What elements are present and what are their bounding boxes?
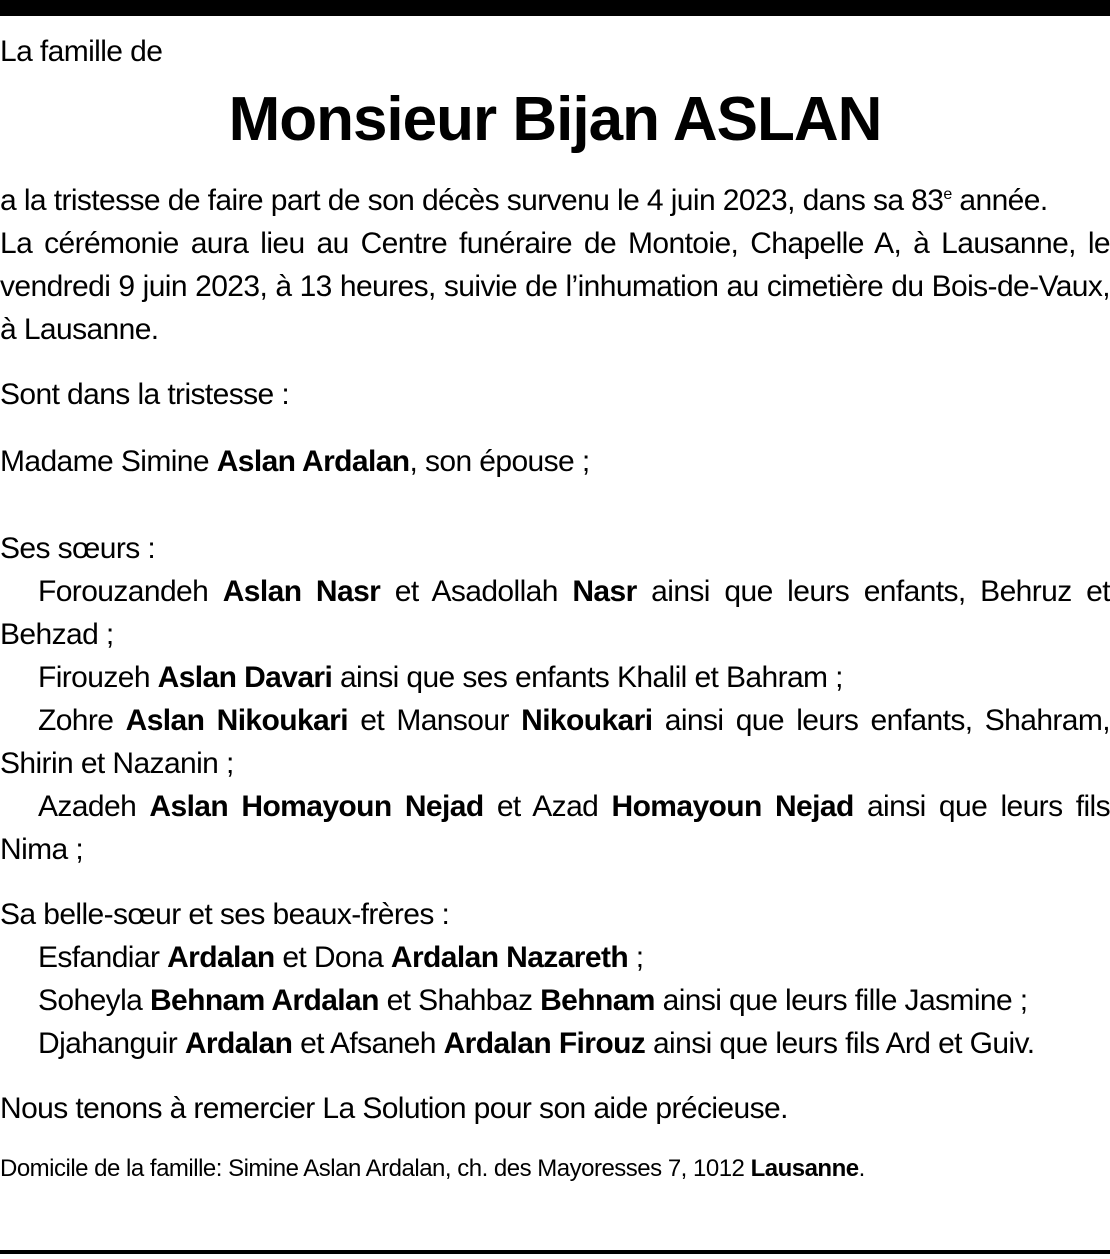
deceased-name: Monsieur Bijan ASLAN [228,85,882,154]
thanks-line: Nous tenons à remercier La Solution pour son aide précieuse. [0,1092,788,1125]
in-law-entry: Soheyla Behnam Ardalan et Shahbaz Behnam ainsi que leurs fille Jasmine ; [38,984,1028,1017]
intro-line: La famille de [0,35,163,68]
in-laws-heading: Sa belle-sœur et ses beaux-frères : [0,898,450,931]
top-border-rule [0,0,1110,16]
bottom-border-rule [0,1250,1110,1254]
mourners-intro: Sont dans la tristesse : [0,378,290,411]
ordinal-superscript: e [943,186,952,203]
family-address: Domicile de la famille: Simine Aslan Ardalan, ch. des Mayoresses 7, 1012 Lausanne. [0,1155,865,1182]
obituary-notice [0,30,1110,1186]
in-law-entry: Djahanguir Ardalan et Afsaneh Ardalan Firouz ainsi que leurs fils Ard et Guiv. [38,1027,1035,1060]
ceremony-details: La cérémonie aura lieu au Centre funéraire de Montoie, Chapelle A, à Lausanne, le vendredi 9 juin 2023, à 13 heures, suivie de l’inhumation au cimetière du Bois-de-Vaux, à Lausanne. [0,227,1110,346]
sister-entry: Azadeh Aslan Homayoun Nejad et Azad Homayoun Nejad ainsi que leurs fils Nima ; [0,790,1110,866]
death-announcement: a la tristesse de faire part de son décès survenu le 4 juin 2023, dans sa 83e année. [0,184,1048,217]
sister-entry: Zohre Aslan Nikoukari et Mansour Nikoukari ainsi que leurs enfants, Shahram, Shirin et Nazanin ; [0,704,1110,780]
sisters-heading: Ses sœurs : [0,532,156,565]
sister-entry: Forouzandeh Aslan Nasr et Asadollah Nasr ainsi que leurs enfants, Behruz et Behzad ; [0,575,1110,651]
spouse-line: Madame Simine Aslan Ardalan, son épouse ; [0,445,590,478]
in-law-entry: Esfandiar Ardalan et Dona Ardalan Nazareth ; [38,941,644,974]
sister-entry: Firouzeh Aslan Davari ainsi que ses enfants Khalil et Bahram ; [38,661,843,694]
